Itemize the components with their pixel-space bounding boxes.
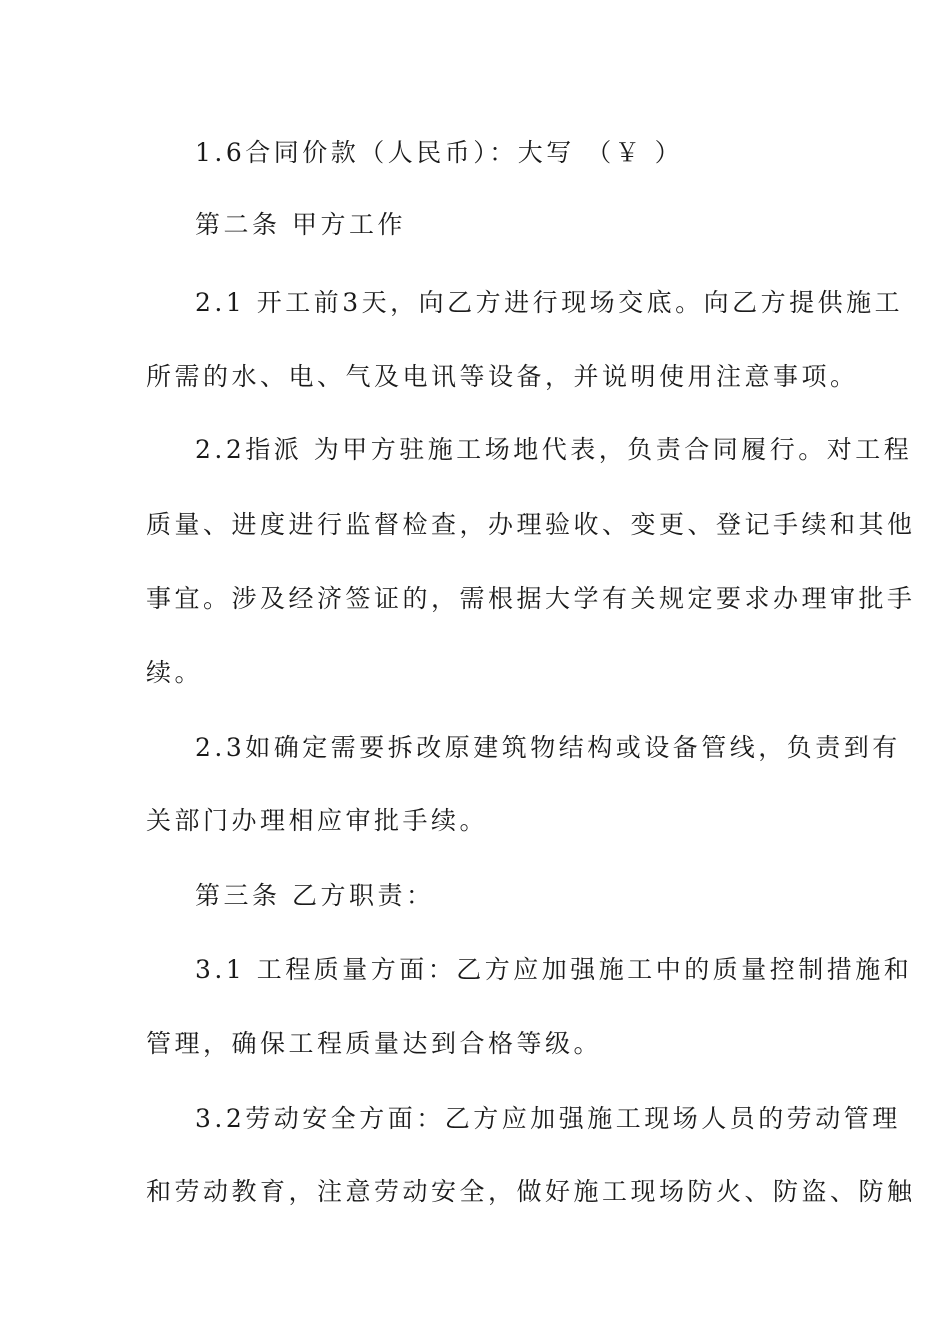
clause-2-3-line-1: 2.3如确定需要拆改原建筑物结构或设备管线，负责到有 [195,733,901,762]
clause-2-2-line-4: 续。 [146,658,204,687]
clause-3-1-line-1: 3.1 工程质量方面：乙方应加强施工中的质量控制措施和 [195,955,913,984]
clause-2-2-line-1: 2.2指派 为甲方驻施工场地代表，负责合同履行。对工程 [195,435,913,464]
article-2-heading: 第二条 甲方工作 [195,210,406,239]
clause-3-1-line-2: 管理，确保工程质量达到合格等级。 [146,1029,603,1058]
clause-2-2-line-2: 质量、进度进行监督检查，办理验收、变更、登记手续和其他 [146,510,916,539]
clause-1-6-contract-price: 1.6合同价款（人民币）：大写 （￥ ） [195,138,684,167]
clause-3-2-line-1: 3.2劳动安全方面：乙方应加强施工现场人员的劳动管理 [195,1104,901,1133]
clause-3-2-line-2: 和劳动教育，注意劳动安全，做好施工现场防火、防盗、防触 [146,1177,916,1206]
clause-2-1-line-2: 所需的水、电、气及电讯等设备，并说明使用注意事项。 [146,362,859,391]
clause-2-1-line-1: 2.1 开工前3天，向乙方进行现场交底。向乙方提供施工 [195,288,904,317]
clause-2-2-line-3: 事宜。涉及经济签证的，需根据大学有关规定要求办理审批手 [146,584,916,613]
article-3-heading: 第三条 乙方职责： [195,881,435,910]
clause-2-3-line-2: 关部门办理相应审批手续。 [146,806,489,835]
